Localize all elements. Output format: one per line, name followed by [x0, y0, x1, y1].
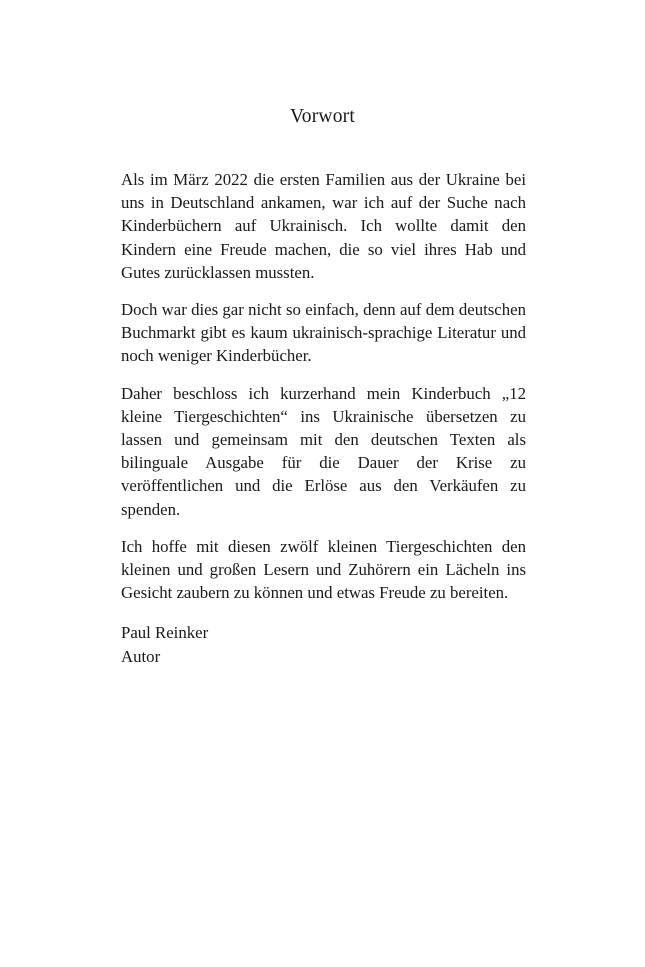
paragraph-2: Doch war dies gar nicht so einfach, denn auf dem deutschen Buchmarkt gibt es kaum ukrainisch-sprachige Literatur und noch weniger Kinderbücher. [121, 300, 526, 366]
paragraph-4: Ich hoffe mit diesen zwölf kleinen Tiergeschichten den kleinen und großen Lesern und Zuhörern ein Lächeln ins Gesicht zaubern zu können und etwas Freude zu bereiten. [121, 536, 526, 603]
signature-author-role: Autor [121, 646, 161, 666]
paragraph-3: Daher beschloss ich kurzerhand mein Kinderbuch „12 kleine Tiergeschichten“ ins Ukrainische übersetzen zu lassen und gemeinsam mit den deutschen Texten als bilinguale Ausgabe für die Dauer der Krise zu veröffentlichen und die Erlöse aus den Verkäufen zu spenden. [121, 383, 526, 519]
paragraph-1: Als im März 2022 die ersten Familien aus der Ukraine bei uns in Deutschland ankamen, war ich auf der Suche nach Kinderbüchern auf Ukrainisch. Ich wollte damit den Kindern eine Freude machen, die so viel ihres Hab und Gutes zurücklassen mussten. [121, 170, 526, 282]
body-text-column [121, 168, 526, 668]
signature-author-name: Paul Reinker [121, 623, 209, 643]
signature-block [121, 621, 526, 667]
page-title: Vorwort [290, 106, 355, 127]
